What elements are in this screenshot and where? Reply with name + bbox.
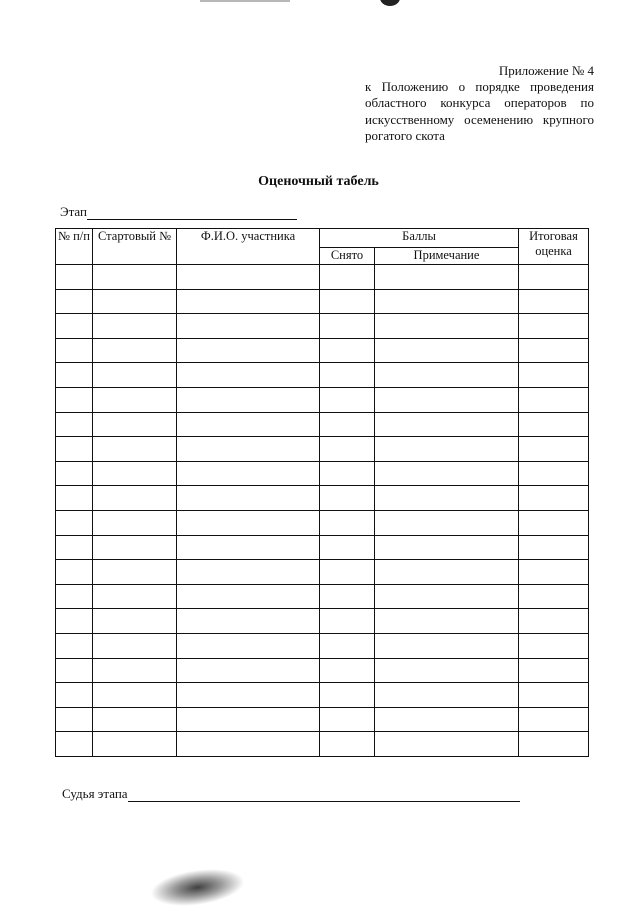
cell-number[interactable] xyxy=(56,338,93,363)
cell-start-number[interactable] xyxy=(93,437,177,462)
cell-note[interactable] xyxy=(375,707,519,732)
cell-final-score[interactable] xyxy=(519,314,589,339)
cell-deducted[interactable] xyxy=(320,535,375,560)
scan-blot xyxy=(380,0,400,6)
cell-participant-name[interactable] xyxy=(177,609,320,634)
cell-deducted[interactable] xyxy=(320,314,375,339)
cell-deducted[interactable] xyxy=(320,265,375,290)
scorecard-table xyxy=(55,228,589,757)
cell-deducted[interactable] xyxy=(320,510,375,535)
cell-final-score[interactable] xyxy=(519,461,589,486)
table-row xyxy=(56,363,589,388)
cell-number[interactable] xyxy=(56,633,93,658)
cell-note[interactable] xyxy=(375,486,519,511)
table-row xyxy=(56,412,589,437)
stage-blank-line xyxy=(87,207,297,220)
cell-start-number[interactable] xyxy=(93,412,177,437)
cell-note[interactable] xyxy=(375,535,519,560)
cell-deducted[interactable] xyxy=(320,609,375,634)
cell-final-score[interactable] xyxy=(519,289,589,314)
cell-final-score[interactable] xyxy=(519,609,589,634)
cell-participant-name[interactable] xyxy=(177,461,320,486)
table-row xyxy=(56,683,589,708)
table-row xyxy=(56,338,589,363)
cell-start-number[interactable] xyxy=(93,314,177,339)
cell-deducted[interactable] xyxy=(320,338,375,363)
cell-final-score[interactable] xyxy=(519,683,589,708)
cell-deducted[interactable] xyxy=(320,584,375,609)
cell-start-number[interactable] xyxy=(93,707,177,732)
cell-final-score[interactable] xyxy=(519,338,589,363)
cell-final-score[interactable] xyxy=(519,510,589,535)
cell-final-score[interactable] xyxy=(519,387,589,412)
cell-final-score[interactable] xyxy=(519,437,589,462)
cell-number[interactable] xyxy=(56,658,93,683)
header-participant-name: Ф.И.О. участника xyxy=(177,229,320,265)
appendix-title: Приложение № 4 xyxy=(498,63,594,78)
cell-final-score[interactable] xyxy=(519,584,589,609)
cell-number[interactable] xyxy=(56,707,93,732)
table-row xyxy=(56,707,589,732)
cell-participant-name[interactable] xyxy=(177,732,320,757)
cell-note[interactable] xyxy=(375,265,519,290)
document-title: Оценочный табель xyxy=(258,174,379,189)
cell-participant-name[interactable] xyxy=(177,265,320,290)
scan-streak xyxy=(200,0,290,2)
cell-start-number[interactable] xyxy=(93,609,177,634)
cell-start-number[interactable] xyxy=(93,633,177,658)
table-row xyxy=(56,732,589,757)
judge-label: Судья этапа xyxy=(62,786,128,801)
cell-number[interactable] xyxy=(56,314,93,339)
cell-start-number[interactable] xyxy=(93,363,177,388)
cell-number[interactable] xyxy=(56,387,93,412)
cell-participant-name[interactable] xyxy=(177,338,320,363)
cell-deducted[interactable] xyxy=(320,412,375,437)
cell-deducted[interactable] xyxy=(320,363,375,388)
cell-start-number[interactable] xyxy=(93,461,177,486)
table-row xyxy=(56,535,589,560)
cell-note[interactable] xyxy=(375,437,519,462)
cell-participant-name[interactable] xyxy=(177,387,320,412)
table-row xyxy=(56,265,589,290)
cell-number[interactable] xyxy=(56,461,93,486)
cell-participant-name[interactable] xyxy=(177,412,320,437)
cell-note[interactable] xyxy=(375,314,519,339)
cell-deducted[interactable] xyxy=(320,560,375,585)
cell-start-number[interactable] xyxy=(93,560,177,585)
cell-number[interactable] xyxy=(56,486,93,511)
cell-participant-name[interactable] xyxy=(177,683,320,708)
table-body xyxy=(56,265,589,757)
cell-participant-name[interactable] xyxy=(177,363,320,388)
cell-participant-name[interactable] xyxy=(177,314,320,339)
appendix-text: к Положению о порядке проведения областного конкурса операторов по искусственному осеменению крупного рогатого скота xyxy=(365,79,594,143)
cell-deducted[interactable] xyxy=(320,707,375,732)
scan-artifact-top xyxy=(0,0,637,10)
cell-final-score[interactable] xyxy=(519,535,589,560)
cell-start-number[interactable] xyxy=(93,265,177,290)
cell-start-number[interactable] xyxy=(93,658,177,683)
cell-start-number[interactable] xyxy=(93,683,177,708)
cell-start-number[interactable] xyxy=(93,387,177,412)
cell-number[interactable] xyxy=(56,437,93,462)
cell-final-score[interactable] xyxy=(519,560,589,585)
cell-note[interactable] xyxy=(375,289,519,314)
cell-number[interactable] xyxy=(56,732,93,757)
cell-start-number[interactable] xyxy=(93,338,177,363)
cell-deducted[interactable] xyxy=(320,683,375,708)
cell-deducted[interactable] xyxy=(320,658,375,683)
table-row xyxy=(56,289,589,314)
cell-final-score[interactable] xyxy=(519,412,589,437)
stage-field xyxy=(60,204,297,220)
table-row xyxy=(56,437,589,462)
cell-number[interactable] xyxy=(56,289,93,314)
cell-number[interactable] xyxy=(56,535,93,560)
table-row xyxy=(56,658,589,683)
cell-deducted[interactable] xyxy=(320,437,375,462)
cell-note[interactable] xyxy=(375,560,519,585)
cell-note[interactable] xyxy=(375,584,519,609)
cell-final-score[interactable] xyxy=(519,363,589,388)
cell-number[interactable] xyxy=(56,609,93,634)
table-row xyxy=(56,314,589,339)
cell-number[interactable] xyxy=(56,265,93,290)
cell-start-number[interactable] xyxy=(93,289,177,314)
cell-note[interactable] xyxy=(375,609,519,634)
cell-start-number[interactable] xyxy=(93,584,177,609)
header-deducted: Снято xyxy=(320,248,375,265)
cell-deducted[interactable] xyxy=(320,732,375,757)
scan-smudge xyxy=(148,864,247,911)
cell-number[interactable] xyxy=(56,412,93,437)
table-row xyxy=(56,560,589,585)
table-row xyxy=(56,584,589,609)
cell-final-score[interactable] xyxy=(519,732,589,757)
cell-number[interactable] xyxy=(56,683,93,708)
cell-deducted[interactable] xyxy=(320,289,375,314)
cell-note[interactable] xyxy=(375,510,519,535)
table-row xyxy=(56,510,589,535)
cell-participant-name[interactable] xyxy=(177,437,320,462)
cell-final-score[interactable] xyxy=(519,265,589,290)
table-row xyxy=(56,633,589,658)
table-row xyxy=(56,609,589,634)
cell-deducted[interactable] xyxy=(320,633,375,658)
cell-participant-name[interactable] xyxy=(177,535,320,560)
cell-note[interactable] xyxy=(375,683,519,708)
cell-note[interactable] xyxy=(375,412,519,437)
cell-final-score[interactable] xyxy=(519,486,589,511)
cell-participant-name[interactable] xyxy=(177,510,320,535)
cell-deducted[interactable] xyxy=(320,387,375,412)
cell-participant-name[interactable] xyxy=(177,584,320,609)
cell-number[interactable] xyxy=(56,363,93,388)
cell-start-number[interactable] xyxy=(93,732,177,757)
table-row xyxy=(56,486,589,511)
header-note: Примечание xyxy=(375,248,519,265)
cell-final-score[interactable] xyxy=(519,707,589,732)
cell-note[interactable] xyxy=(375,338,519,363)
cell-participant-name[interactable] xyxy=(177,289,320,314)
cell-start-number[interactable] xyxy=(93,535,177,560)
cell-start-number[interactable] xyxy=(93,486,177,511)
cell-number[interactable] xyxy=(56,584,93,609)
judge-blank-line xyxy=(128,789,520,802)
cell-note[interactable] xyxy=(375,633,519,658)
cell-note[interactable] xyxy=(375,461,519,486)
table-row xyxy=(56,387,589,412)
judge-field xyxy=(62,786,520,802)
cell-deducted[interactable] xyxy=(320,486,375,511)
table-row xyxy=(56,461,589,486)
cell-participant-name[interactable] xyxy=(177,560,320,585)
cell-participant-name[interactable] xyxy=(177,486,320,511)
appendix-note xyxy=(365,63,594,144)
header-final-score: Итоговая оценка xyxy=(519,229,589,265)
cell-note[interactable] xyxy=(375,732,519,757)
cell-participant-name[interactable] xyxy=(177,633,320,658)
cell-note[interactable] xyxy=(375,363,519,388)
stage-label: Этап xyxy=(60,204,87,219)
cell-participant-name[interactable] xyxy=(177,658,320,683)
cell-note[interactable] xyxy=(375,658,519,683)
cell-start-number[interactable] xyxy=(93,510,177,535)
cell-deducted[interactable] xyxy=(320,461,375,486)
cell-final-score[interactable] xyxy=(519,658,589,683)
cell-note[interactable] xyxy=(375,387,519,412)
cell-number[interactable] xyxy=(56,560,93,585)
header-start-number: Стартовый № xyxy=(93,229,177,265)
cell-participant-name[interactable] xyxy=(177,707,320,732)
cell-number[interactable] xyxy=(56,510,93,535)
header-points: Баллы xyxy=(320,229,519,248)
cell-final-score[interactable] xyxy=(519,633,589,658)
header-number: № п/п xyxy=(56,229,93,265)
